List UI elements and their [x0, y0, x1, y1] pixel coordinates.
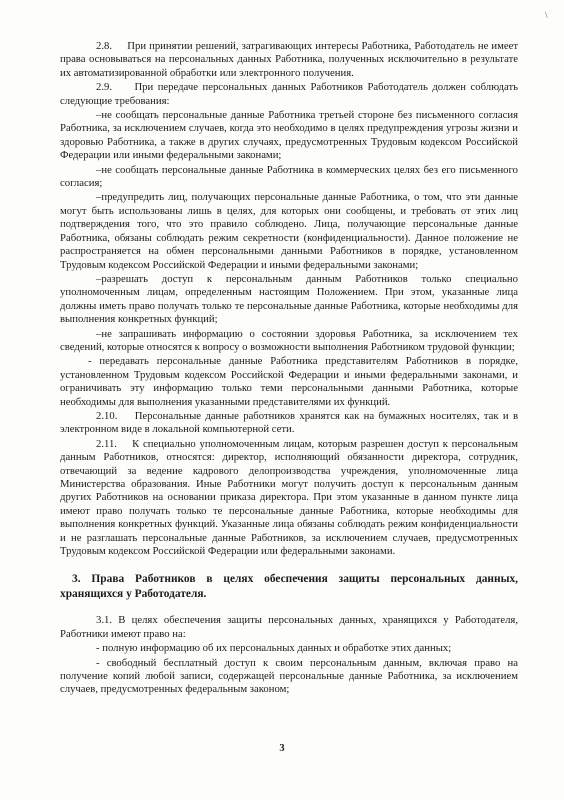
list-item: –не сообщать персональные данные Работника в коммерческих целях без его письменного согласия;	[60, 163, 518, 190]
list-item: –не запрашивать информацию о состоянии здоровья Работника, за исключением тех сведений, которые относятся к вопросу о возможности выполнения Работником трудовой функции;	[60, 327, 518, 353]
list-item: - полную информацию об их персональных данных и обработке этих данных;	[96, 642, 452, 655]
document-body	[60, 40, 518, 698]
section-heading: 3. Права Работников в целях обеспечения защиты персональных данных, хранящихся у Работодателя.	[60, 573, 518, 600]
paragraph-2-11: 2.11. К специально уполномоченным лицам, которым разрешен доступ к персональным данным Работников, относятся: директор, исполняющий обязанности директора, сотрудник, отвечающий за ведение кадрового делопроизводства учреждения, уполномоченные лица Министерства образования. Иные Работники могут получить доступ к персональным данным других Работников на основании приказа директора. При этом указанные в данном пункте лица имеют право получать только те персональные данные Работника, которые необходимы для выполнения конкретных функций. Указанные лица обязаны соблюдать режим конфиденциальности и не разглашать персональные данные Работников, за исключением случаев, предусмотренных Трудовым кодексом Российской Федерации или федеральными законами.	[60, 437, 518, 558]
corner-mark: \	[545, 10, 548, 20]
list-item: –предупредить лиц, получающих персональные данные Работника, о том, что эти данные могут быть использованы лишь в целях, для которых они сообщены, и требовать от этих лиц подтверждения того, что это правило соблюдено. Лица, получающие персональные данные Работника, обязаны соблюдать режим секретности (конфиденциальности). Данное положение не распространяется на обмен персональными данными Работников в порядке, установленном Трудовым кодексом Российской Федерации и иными федеральными законами;	[60, 191, 518, 271]
paragraph-2-10: 2.10. Персональные данные работников хранятся как на бумажных носителях, так и в электронном виде в локальной компьютерной сети.	[60, 409, 518, 436]
list-item: –не сообщать персональные данные Работника третьей стороне без письменного согласия Работника, за исключением случаев, когда это необходимо в целях предупреждения угрозы жизни и здоровью Работника, а также в других случаях, предусмотренных Трудовым кодексом Российской Федерации или иными федеральными законами;	[60, 109, 518, 162]
list-item: - передавать персональные данные Работника представителям Работников в порядке, установленном Трудовым кодексом Российской Федерации и иными федеральными законами, и ограничивать эту информацию только теми персональными данными Работника, которые необходимы для выполнения указанными представителями их функций.	[60, 355, 518, 408]
page-number: 3	[279, 743, 285, 754]
spacer	[60, 559, 518, 572]
paragraph-2-8: 2.8. При принятии решений, затрагивающих интересы Работника, Работодатель не имеет права основываться на персональных данных Работника, полученных исключительно в результате их автоматизированной обработки или электронного получения.	[60, 40, 518, 79]
spacer	[60, 601, 518, 614]
list-item: –разрешать доступ к персональным данным Работников только специально уполномоченным лицам, определенным настоящим Положением. При этом, указанные лица должны иметь право получать только те персональные данные Работника, которые необходимы для выполнения конкретных функций;	[60, 272, 518, 326]
paragraph-2-9: 2.9. При передаче персональных данных Работников Работодатель должен соблюдать следующие требования:	[60, 81, 518, 107]
paragraph-3-1: 3.1. В целях обеспечения защиты персональных данных, хранящихся у Работодателя, Работники имеют право на:	[60, 614, 518, 640]
list-item: - свободный бесплатный доступ к своим персональным данным, включая право на получение копий любой записи, содержащей персональные данные Работника, за исключением случаев, предусмотренных федеральным законом;	[60, 656, 518, 696]
